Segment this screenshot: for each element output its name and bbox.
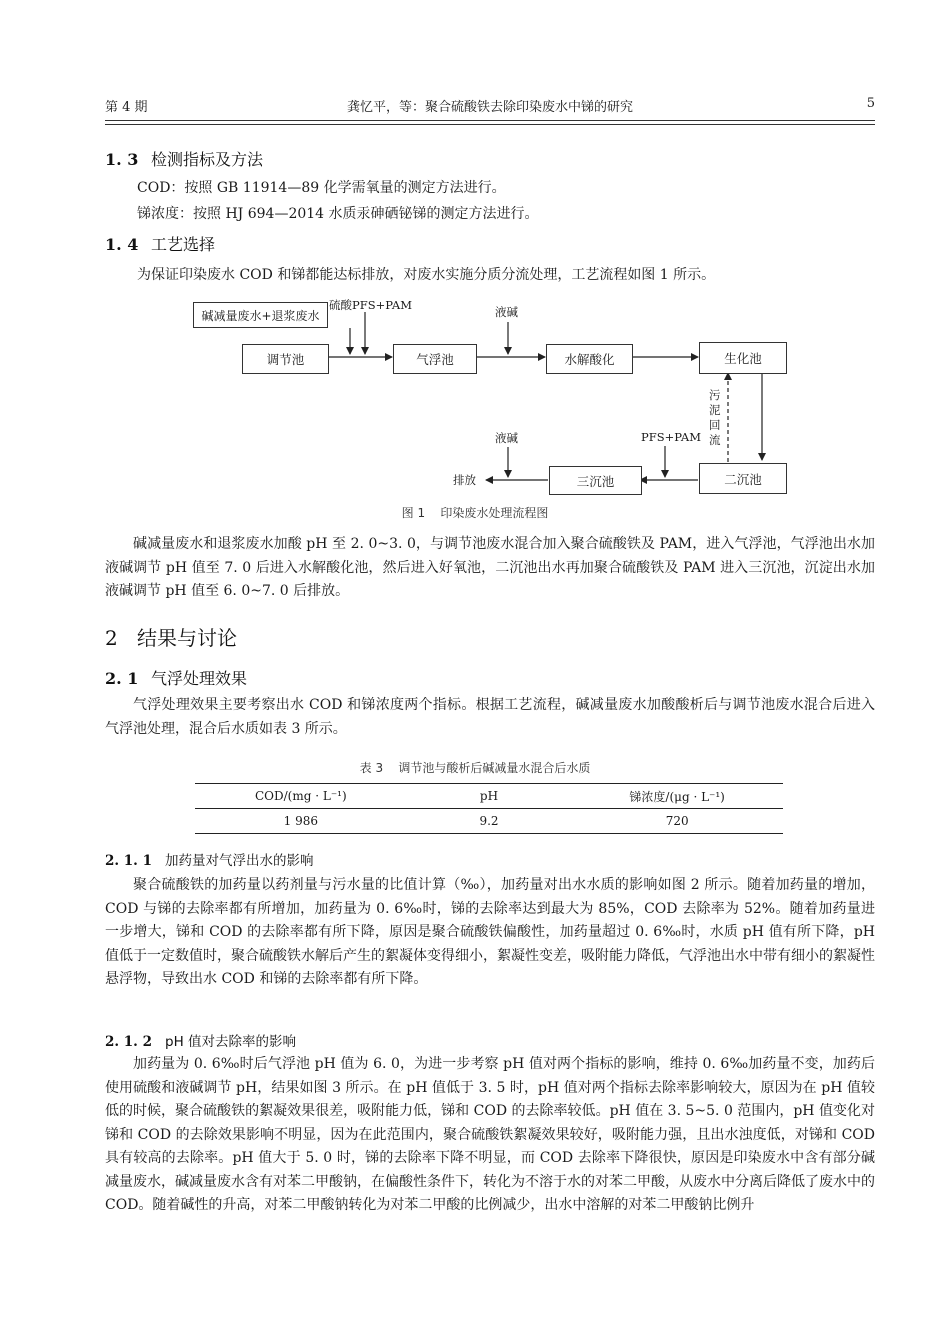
box-flotation-tank: 气浮池 [393,344,477,374]
cell-cod: 1 986 [283,814,319,828]
section-1-4-heading [105,232,215,255]
section-number: 2 [105,626,118,650]
label-sludge-return: 污泥回流 [709,388,721,447]
box-source-wastewater: 碱减量废水+退浆废水 [193,302,328,328]
section-number: 1. 4 [105,235,139,254]
method-antimony-line: 锑浓度：按照 HJ 694—2014 水质汞砷硒铋锑的测定方法进行。 [137,206,539,222]
cell-antimony: 720 [665,814,689,828]
table-row [195,809,783,834]
flowchart-connectors [0,0,950,520]
section-title: 工艺选择 [151,235,216,254]
section-2-1-1-heading [105,849,314,869]
process-intro-line: 为保证印染废水 COD 和锑都能达标排放，对废水实施分质分流处理，工艺流程如图 1 所示。 [137,267,716,283]
section-number: 1. 3 [105,150,139,169]
section-title: 结果与讨论 [137,626,237,650]
box-biochemical-tank: 生化池 [699,342,787,374]
table-3 [195,783,783,834]
section-2-1-heading [105,666,247,689]
header-antimony: 锑浓度/(μg · L⁻¹) [629,789,725,804]
cell-ph: 9.2 [479,814,499,828]
table-header-row [195,784,783,809]
section-title: 气浮处理效果 [151,669,248,688]
journal-issue: 第 4 期 [105,100,148,115]
header-rule-thin [105,124,875,125]
box-hydrolysis-acidification: 水解酸化 [546,344,633,374]
section-number: 2. 1. 1 [105,853,152,869]
box-secondary-clarifier: 二沉池 [699,463,787,494]
figure-1-caption: 图 1 印染废水处理流程图 [401,506,549,520]
box-tertiary-clarifier: 三沉池 [549,466,642,495]
label-discharge: 排放 [453,473,476,487]
process-description-paragraph: 碱减量废水和退浆废水加酸 pH 至 2. 0~3. 0，与调节池废水混合加入聚合硫酸铁及 PAM，进入气浮池，气浮池出水加液碱调节 pH 值至 7. 0 后进入水解酸化池，然后进入好氧池，二沉池出水再加聚合硫酸铁及 PAM 进入三沉池，沉淀出水加液碱调节 pH 值至 6. 0~7. 0 后排放。 [105,536,875,599]
section-2-heading [105,622,237,651]
label-acid-pfs-pam: 硫酸PFS+PAM [329,298,412,312]
label-alkali-top: 液碱 [495,305,518,319]
section-2-1-2-heading [105,1030,296,1050]
label-pfs-pam: PFS+PAM [641,430,701,444]
section-title: pH 值对去除率的影响 [165,1034,297,1050]
box-regulating-tank: 调节池 [242,344,329,374]
method-cod-line: COD：按照 GB 11914—89 化学需氧量的测定方法进行。 [137,180,506,196]
section-title: 加药量对气浮出水的影响 [165,853,314,869]
page-number: 5 [866,96,875,111]
section-number: 2. 1 [105,669,139,688]
section-title: 检测指标及方法 [151,150,264,169]
header-cod: COD/(mg · L⁻¹) [255,789,347,803]
flotation-paragraph: 气浮处理效果主要考察出水 COD 和锑浓度两个指标。根据工艺流程，碱减量废水加酸酸析后与调节池废水混合后进入气浮池处理，混合后水质如表 3 所示。 [105,697,875,737]
dosage-effect-paragraph: 聚合硫酸铁的加药量以药剂量与污水量的比值计算（‰），加药量对出水水质的影响如图 2 所示。随着加药量的增加，COD 与锑的去除率都有所增加，加药量为 0. 6‰时，锑的去除率达到最大为 85%，COD 去除率为 52%。随着加药量进一步增大，锑和 COD 的去除率都有所下降，原因是聚合硫酸铁偏酸性，加药量超过 0. 6‰时，水质 pH 值有所下降，pH 值低于一定数值时，聚合硫酸铁水解后产生的絮凝体变得细小，絮凝性变差，吸附能力降低，气浮池出水中带有细小的絮凝性悬浮物，导致出水 COD 和锑的去除率都有所下降。 [105,877,875,987]
ph-effect-paragraph: 加药量为 0. 6‰时后气浮池 pH 值为 6. 0，为进一步考察 pH 值对两个指标的影响，维持 0. 6‰加药量不变，加药后使用硫酸和液碱调节 pH，结果如图 3 所示。在 pH 值低于 3. 5 时，pH 值对两个指标去除率影响较大，原因为在 pH 值较低的时候，聚合硫酸铁的絮凝效果很差，吸附能力低，锑和 COD 的去除率较低。pH 值在 3. 5~5. 0 范围内，pH 值变化对锑和 COD 的去除效果影响不明显，因为在此范围内，聚合硫酸铁絮凝效果较好，吸附能力强，且出水浊度低，对锑和 COD 具有较高的去除率。pH 值大于 5. 0 时，锑的去除率下降不明显，而 COD 去除率下降很快，原因是印染废水中含有部分碱减量废水，碱减量废水含有对苯二甲酸钠，在偏酸性条件下，转化为不溶于水的对苯二甲酸，从废水中分离后降低了废水中的 COD。随着碱性的升高，对苯二甲酸钠转化为对苯二甲酸的比例减少，出水中溶解的对苯二甲酸钠比例升 [105,1056,875,1213]
header-ph: pH [479,789,499,803]
label-alkali-bottom: 液碱 [495,431,518,445]
section-1-3-heading [105,147,263,170]
running-header [105,96,875,116]
running-title: 龚忆平，等：聚合硫酸铁去除印染废水中锑的研究 [346,100,633,115]
header-rule-thick [105,120,875,121]
section-number: 2. 1. 2 [105,1034,152,1050]
table-3-caption: 表 3 调节池与酸析后碱减量水混合后水质 [359,761,591,775]
